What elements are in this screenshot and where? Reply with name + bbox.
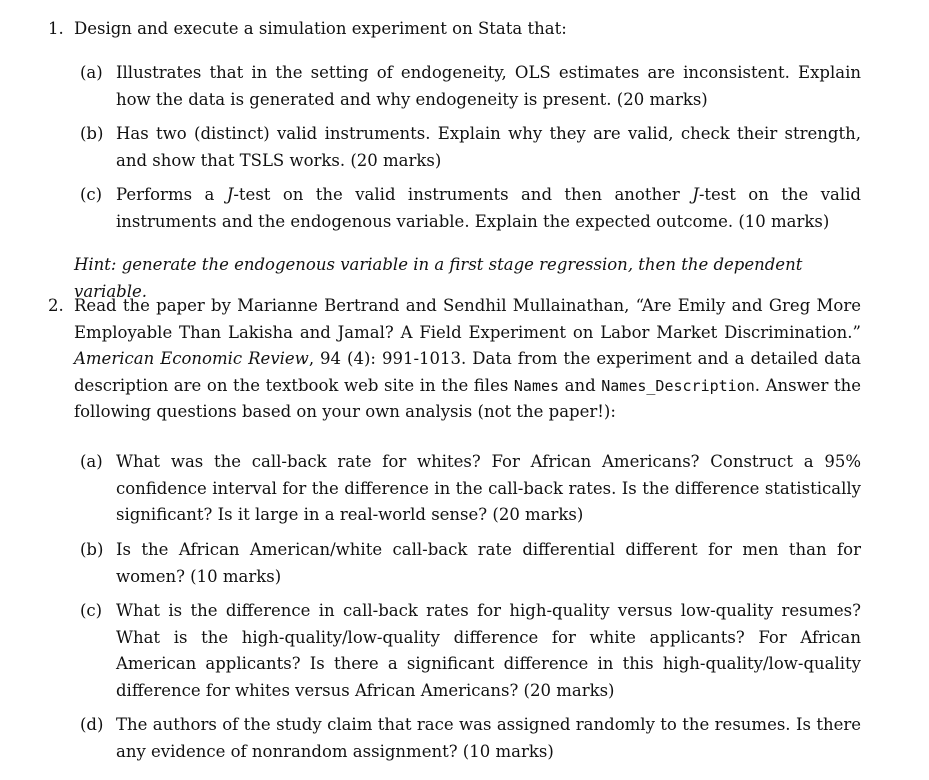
question-1 xyxy=(48,16,869,43)
j-symbol: J xyxy=(692,185,699,204)
j-symbol: J xyxy=(226,185,234,204)
part-label: (a) xyxy=(80,63,103,82)
part-text: Has two (distinct) valid instruments. Explain why they are valid, check their strength, and show that TSLS works. (20 marks) xyxy=(116,124,861,170)
part-text: What is the difference in call-back rates for high-quality versus low-quality resumes? What is the high-quality/low-quality difference for white applicants? For African American applicants? Is there a significant difference in this high-quality/low-quality difference for whites versus African Americans? (20 marks) xyxy=(116,601,861,700)
file-name-names: Names xyxy=(513,376,560,395)
question-2-text: Read the paper by Marianne Bertrand and Sendhil Mullainathan, “Are Emily and Greg More Employable Than Lakisha and Jamal? A Field Experiment on Labor Market Discrimination.” American Economic Review, 94 (4): 991-1013. Data from the experiment and a detailed data description are on the textbook web site in the files Names and Names_Description. Answer the following questions based on your own analysis (not the paper!): xyxy=(74,296,861,421)
question-2-part-a xyxy=(80,449,861,529)
part-label: (d) xyxy=(80,715,104,734)
file-name-description: Names_Description xyxy=(601,376,755,395)
part-label: (c) xyxy=(80,601,103,620)
question-2-part-c xyxy=(80,598,861,704)
part-label: (a) xyxy=(80,452,103,471)
part-text: What was the call-back rate for whites? For African Americans? Construct a 95% confidence interval for the difference in the call-back rates. Is the difference statistically significant? Is it large in a real-world sense? (20 marks) xyxy=(116,452,861,524)
question-2-part-d xyxy=(80,712,861,765)
hint-text: Hint: generate the endogenous variable in a first stage regression, then the dependent variable. xyxy=(74,255,803,301)
question-1-number: 1. xyxy=(48,19,64,38)
part-label: (c) xyxy=(80,185,103,204)
journal-name: American Economic Review xyxy=(74,349,309,368)
part-text: Is the African American/white call-back rate differential different for men than for women? (10 marks) xyxy=(116,540,861,586)
question-1-part-a xyxy=(80,60,861,113)
part-text: Illustrates that in the setting of endogeneity, OLS estimates are inconsistent. Explain how the data is generated and why endogeneity is present. (20 marks) xyxy=(116,63,861,109)
part-label: (b) xyxy=(80,124,104,143)
question-1-part-b xyxy=(80,121,861,174)
part-text: Performs a J-test on the valid instruments and then another J-test on the valid instruments and the endogenous variable. Explain the expected outcome. (10 marks) xyxy=(116,185,861,231)
question-2-part-b xyxy=(80,537,861,590)
part-label: (b) xyxy=(80,540,104,559)
question-1-text: Design and execute a simulation experiment on Stata that: xyxy=(74,19,567,38)
question-1-part-c xyxy=(80,182,861,235)
part-text: The authors of the study claim that race was assigned randomly to the resumes. Is there any evidence of nonrandom assignment? (10 marks) xyxy=(116,715,861,761)
question-2-number: 2. xyxy=(48,296,64,315)
